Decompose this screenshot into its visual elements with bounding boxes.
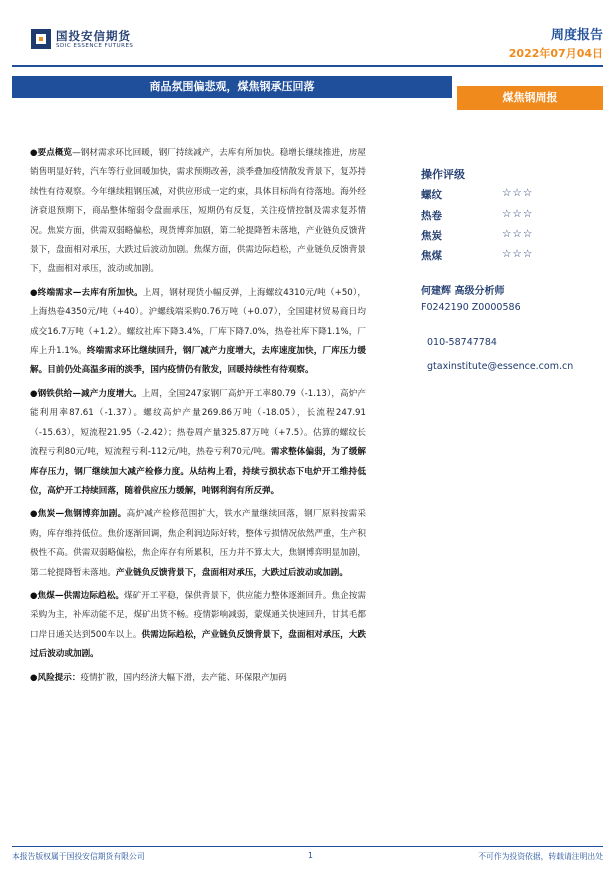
analyst-cert: F0242190 Z0000586 <box>421 302 521 313</box>
paragraph-lead: ●风险提示： <box>30 672 81 683</box>
header-divider <box>12 65 603 67</box>
paragraph-lead: ●要点概览 <box>30 148 73 158</box>
paragraph-overview <box>30 144 366 280</box>
series-name: 煤焦钢周报 <box>502 91 558 104</box>
paragraph-text: 疫情扩散，国内经济大幅下滑，去产能、环保限产加码 <box>80 672 287 683</box>
footer-divider <box>12 846 603 847</box>
paragraph-lead: ●焦煤—供需边际趋松。 <box>30 590 124 601</box>
paragraph-lead: ●终端需求—去库有所加快。 <box>30 287 143 298</box>
paragraph-text: 高炉减产检修范围扩大，铁水产量继续回落，钢厂原料按需采购，库存维持低位。焦价逐渐回调，焦企利润边际好转，整体亏损情况依然严重，生产积极性不高。供需双弱略偏松，焦企库存有所累积，压力并不算太大，焦钢博弈明显加剧，第二轮提降暂未落地。 <box>30 509 367 578</box>
rating-stars-rebar: ☆☆☆ <box>502 187 534 199</box>
paragraph-text: 煤矿开工平稳，保供背景下，供应能力整体逐渐回升。焦企按需采购为主，补库动能不足，煤矿出货不畅。疫情影响减弱，蒙煤通关快速回升，甘其毛都口岸日通关达到500车以上。 <box>30 590 366 640</box>
paragraph-conclusion: 终端需求环比继续回升，钢厂减产力度增大，去库速度加快，厂库压力缓解。目前仍处高温多雨的淡季，国内疫情仍有散发，回暖持续性有待观察。 <box>30 346 366 376</box>
analyst-email[interactable]: gtaxinstitute@essence.com.cn <box>427 361 574 372</box>
company-logo-icon <box>30 28 52 50</box>
rating-item-coking-coal: 焦煤 <box>421 250 442 262</box>
report-type: 周度报告 <box>550 28 603 43</box>
paragraph-text: 上周，全国247家钢厂高炉开工率80.79（-1.13），高炉产能利用率87.61（-1.37）。螺纹高炉产量269.86万吨（-18.05），长流程247.91（-15.63），短流程21.95（-2.42）；热卷周产量325.87万吨（+7.5）。估算的螺纹长流程亏利80元/吨，短流程亏利-112元/吨，热卷亏利70元/吨。 <box>30 388 366 458</box>
page-number: 1 <box>308 851 313 860</box>
paragraph-text: 上周，钢材现货小幅反弹，上海螺纹4310元/吨（+50），上海热卷4350元/吨（+40）。沪螺线端采购0.76万吨（+0.07），全国建材贸易商日均成交16.7万吨（+1.2）。螺纹社库下降3.4%，厂库下降7.0%，热卷社库下降1.1%，厂库上升1.1%。 <box>30 287 367 357</box>
company-name-en: SDIC ESSENCE FUTURES <box>56 43 134 49</box>
paragraph-conclusion: 需求整体偏弱，为了缓解库存压力，钢厂继续加大减产检修力度。从结构上看，持续亏损状态下电炉开工维持低位，高炉开工持续回落，随着供应压力缓解，吨钢利润有所反弹。 <box>30 447 366 496</box>
analyst-phone: 010-58747784 <box>427 337 497 348</box>
footer-disclaimer: 不可作为投资依据，转载请注明出处 <box>478 852 603 861</box>
rating-title: 操作评级 <box>421 168 465 181</box>
paragraph-risk <box>30 669 366 688</box>
paragraph-coking-coal <box>30 587 366 665</box>
report-title: 商品氛围偏悲观，煤焦钢承压回落 <box>149 80 315 93</box>
paragraph-conclusion: 产业链负反馈背景下，盘面相对承压，大跌过后波动或加剧。 <box>115 567 348 578</box>
rating-item-rebar: 螺纹 <box>421 189 442 201</box>
paragraph-coke <box>30 505 366 583</box>
report-body <box>30 144 366 692</box>
paragraph-lead: ●焦炭—焦钢博弈加剧。 <box>30 509 127 520</box>
rating-item-coke: 焦炭 <box>421 230 442 242</box>
analyst-name: 何建辉 高级分析师 <box>421 286 505 297</box>
rating-stars-coke: ☆☆☆ <box>502 228 534 240</box>
paragraph-text: —钢材需求环比回暖，钢厂持续减产，去库有所加快。稳增长继续推进，房屋销售明显好转，汽车等行业回暖加快，需求预期改善，淡季叠加疫情散发背景下，复苏持续性有待观察。今年继续粗钢压减，对供应形成一定约束，具体目标尚有待落地。海外经济衰退预期下，商品整体缩弱令盘面承压，短期仍有反复，关注疫情控制及需求复苏情况。焦炭方面，供需双弱略偏松，现货博弈加剧，第二轮提降暂未落地，产业链负反馈背景下，盘面相对承压，大跌过后波动加剧。焦煤方面，供需边际趋松，产业链负反馈背景下，盘面相对承压，波动或加剧。 <box>30 148 366 275</box>
report-date: 2022年07月04日 <box>508 47 603 60</box>
rating-stars-hrc: ☆☆☆ <box>502 208 534 220</box>
paragraph-demand <box>30 284 366 381</box>
company-name-cn: 国投安信期货 <box>56 29 131 43</box>
paragraph-lead: ●钢铁供给—减产力度增大。 <box>30 388 142 399</box>
paragraph-conclusion: 供需边际趋松，产业链负反馈背景下，盘面相对承压，大跌过后波动或加剧。 <box>30 629 366 660</box>
footer-copyright: 本报告版权属于国投安信期货有限公司 <box>12 852 145 861</box>
rating-stars-coking-coal: ☆☆☆ <box>502 248 534 260</box>
rating-item-hrc: 热卷 <box>421 210 442 222</box>
paragraph-supply <box>30 385 366 501</box>
